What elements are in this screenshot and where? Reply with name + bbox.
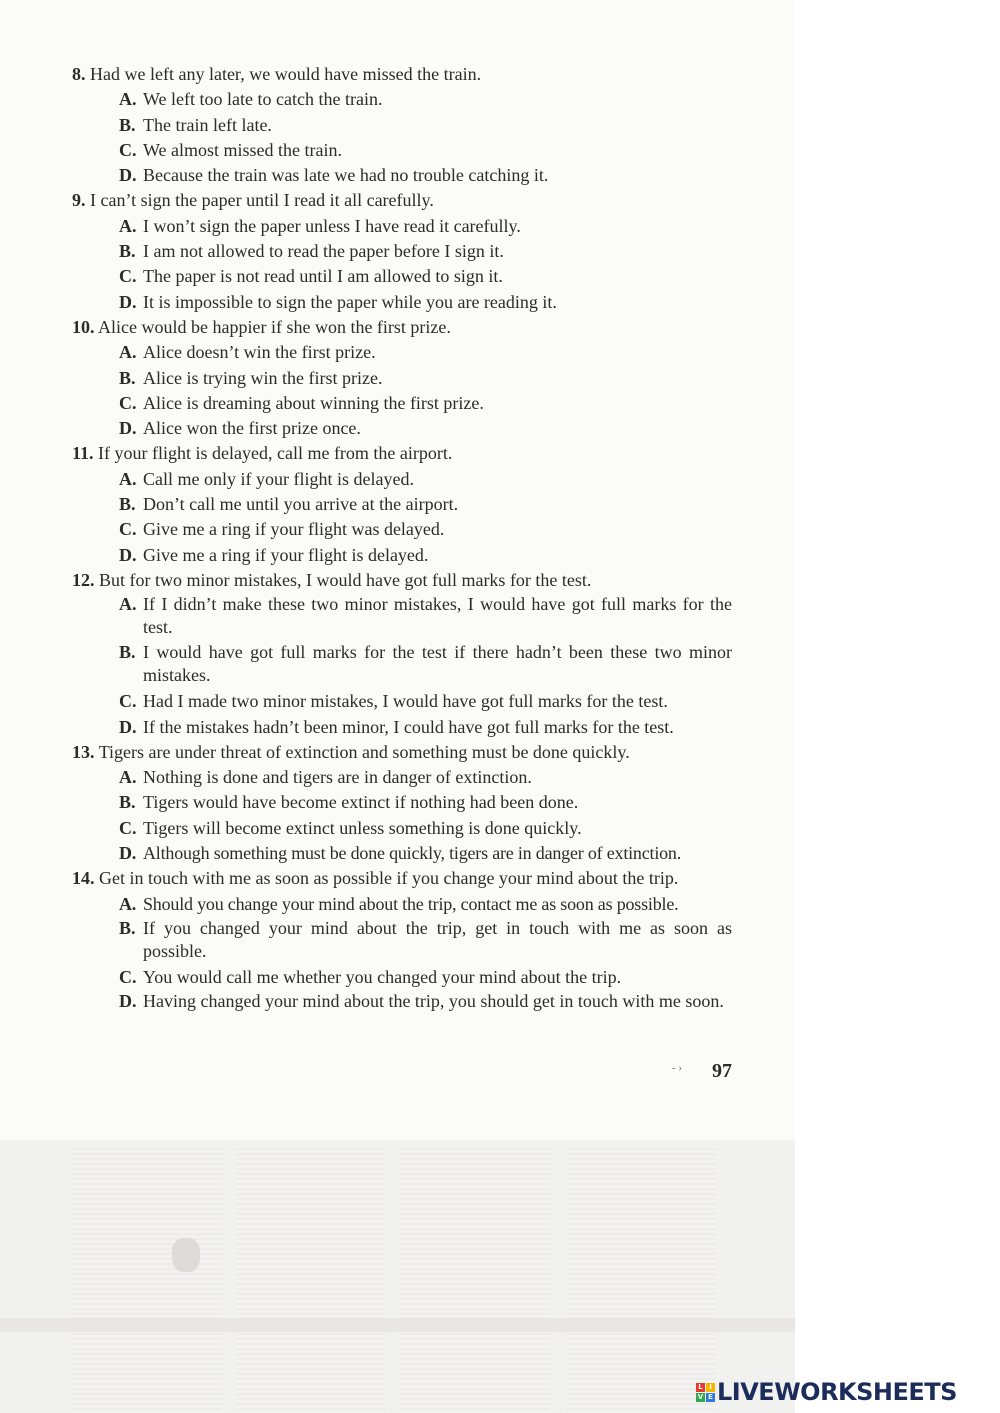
option-c[interactable]: [72, 391, 732, 416]
option-letter: A.: [119, 767, 137, 788]
option-letter: B.: [119, 917, 136, 938]
option-text: I would have got full marks for the test if there hadn’t been these two minor mistakes.: [143, 642, 732, 686]
question-number: 9.: [72, 190, 86, 211]
option-text: Call me only if your flight is delayed.: [143, 468, 414, 489]
option-text: Give me a ring if your flight is delayed.: [143, 544, 429, 565]
question-stem: [72, 188, 732, 213]
option-a[interactable]: [72, 467, 732, 492]
option-c[interactable]: [72, 264, 732, 289]
question-number: 10.: [72, 316, 95, 337]
scan-artifact-column: [72, 1145, 222, 1410]
option-letter: D.: [119, 843, 137, 864]
option-letter: B.: [119, 114, 136, 135]
scan-artifact-column: [400, 1145, 550, 1410]
option-c[interactable]: [72, 138, 732, 163]
option-text: If you changed your mind about the trip, get in touch with me as soon as possible.: [143, 917, 732, 961]
option-b[interactable]: [72, 239, 732, 264]
option-text: Alice is trying win the first prize.: [143, 367, 383, 388]
question-12: [72, 568, 732, 740]
scan-mark: - ›: [672, 1062, 683, 1074]
option-letter: D.: [119, 544, 137, 565]
option-text: The train left late.: [143, 114, 272, 135]
option-text: Tigers will become extinct unless something is done quickly.: [143, 817, 582, 838]
option-b[interactable]: [72, 790, 732, 815]
option-text: It is impossible to sign the paper while you are reading it.: [143, 291, 557, 312]
option-letter: C.: [119, 266, 137, 287]
option-letter: C.: [119, 392, 137, 413]
option-c[interactable]: [72, 517, 732, 542]
option-letter: D.: [119, 291, 137, 312]
question-number: 8.: [72, 64, 86, 84]
question-stem: [72, 568, 732, 593]
option-letter: A.: [119, 342, 137, 363]
option-c[interactable]: [72, 689, 732, 714]
option-text: Had I made two minor mistakes, I would have got full marks for the test.: [143, 691, 668, 712]
option-letter: B.: [119, 494, 136, 515]
option-d[interactable]: [72, 416, 732, 441]
logo-letter-e: E: [706, 1393, 715, 1402]
question-number: 11.: [72, 443, 94, 464]
question-14: [72, 866, 732, 1015]
question-text: I can’t sign the paper until I read it all carefully.: [90, 190, 434, 211]
option-text: We left too late to catch the train.: [143, 89, 383, 110]
logo-letter-v: V: [697, 1392, 704, 1401]
question-text: If your flight is delayed, call me from the airport.: [98, 443, 453, 464]
question-text: Tigers are under threat of extinction and something must be done quickly.: [98, 741, 630, 762]
question-text: Had we left any later, we would have missed the train.: [90, 64, 482, 84]
question-8: [72, 62, 732, 188]
scan-smudge: [172, 1238, 200, 1272]
option-d[interactable]: [72, 990, 732, 1015]
option-text: Nothing is done and tigers are in danger of extinction.: [143, 767, 532, 788]
option-text: Alice doesn’t win the first prize.: [143, 342, 376, 363]
option-text: Alice won the first prize once.: [143, 418, 361, 439]
option-a[interactable]: [72, 765, 732, 790]
option-d[interactable]: [72, 841, 732, 866]
option-a[interactable]: [72, 214, 732, 239]
option-b[interactable]: [72, 113, 732, 138]
option-text: The paper is not read until I am allowed to sign it.: [143, 266, 503, 287]
liveworksheets-logo-icon: [696, 1383, 715, 1402]
option-b[interactable]: [72, 641, 732, 689]
question-number: 12.: [72, 569, 95, 590]
option-text: If I didn’t make these two minor mistakes, I would have got full marks for the test.: [143, 594, 732, 638]
option-letter: B.: [119, 642, 136, 663]
logo-letter-i: I: [706, 1383, 715, 1392]
option-text: We almost missed the train.: [143, 139, 343, 160]
option-letter: A.: [119, 89, 137, 110]
question-text: Get in touch with me as soon as possible if you change your mind about the trip.: [99, 868, 679, 889]
logo-letter-l: L: [696, 1383, 705, 1392]
option-letter: A.: [119, 594, 137, 615]
question-number: 13.: [72, 741, 95, 762]
question-stem: [72, 315, 732, 340]
question-stem: [72, 62, 732, 87]
option-b[interactable]: [72, 917, 732, 965]
option-letter: C.: [119, 691, 137, 712]
option-letter: D.: [119, 418, 137, 439]
option-letter: B.: [119, 792, 136, 813]
option-letter: C.: [119, 519, 137, 540]
option-letter: C.: [119, 966, 137, 987]
option-text: Alice is dreaming about winning the first prize.: [143, 392, 484, 413]
option-d[interactable]: [72, 163, 732, 188]
option-b[interactable]: [72, 492, 732, 517]
liveworksheets-brand[interactable]: [696, 1379, 957, 1405]
option-letter: A.: [119, 468, 137, 489]
option-d[interactable]: [72, 715, 732, 740]
option-text: Tigers would have become extinct if nothing had been done.: [143, 792, 579, 813]
question-text: But for two minor mistakes, I would have got full marks for the test.: [99, 569, 592, 590]
page-number: 97: [712, 1060, 732, 1082]
brand-name: LIVEWORKSHEETS: [717, 1378, 957, 1406]
option-text: I won’t sign the paper unless I have read it carefully.: [143, 215, 521, 236]
option-letter: C.: [119, 817, 137, 838]
option-a[interactable]: [72, 340, 732, 365]
option-text: If the mistakes hadn’t been minor, I could have got full marks for the test.: [143, 716, 674, 737]
option-text: I am not allowed to read the paper before I sign it.: [143, 241, 504, 262]
question-13: [72, 740, 732, 866]
scan-artifact-band: [0, 1318, 795, 1332]
option-text: Because the train was late we had no trouble catching it.: [143, 165, 549, 186]
option-text: Should you change your mind about the trip, contact me as soon as possible.: [143, 893, 679, 914]
option-a[interactable]: [72, 892, 732, 917]
option-a[interactable]: [72, 87, 732, 112]
option-text: Give me a ring if your flight was delayed.: [143, 519, 445, 540]
option-a[interactable]: [72, 593, 732, 641]
option-letter: A.: [119, 893, 137, 914]
option-letter: C.: [119, 139, 137, 160]
question-10: [72, 315, 732, 441]
question-11: [72, 441, 732, 567]
option-c[interactable]: [72, 965, 732, 990]
question-9: [72, 188, 732, 314]
option-letter: B.: [119, 241, 136, 262]
option-letter: D.: [119, 165, 137, 186]
option-letter: D.: [119, 991, 137, 1012]
question-stem: [72, 441, 732, 466]
question-number: 14.: [72, 868, 95, 889]
option-d[interactable]: [72, 543, 732, 568]
scan-artifact-column: [236, 1145, 386, 1410]
question-stem: [72, 740, 732, 765]
option-b[interactable]: [72, 366, 732, 391]
option-c[interactable]: [72, 816, 732, 841]
option-letter: D.: [119, 716, 137, 737]
option-letter: B.: [119, 367, 136, 388]
option-letter: A.: [119, 215, 137, 236]
option-text: Having changed your mind about the trip, you should get in touch with me soon.: [143, 991, 724, 1012]
option-text: Although something must be done quickly, tigers are in danger of extinction.: [143, 843, 682, 864]
option-d[interactable]: [72, 290, 732, 315]
question-text: Alice would be happier if she won the first prize.: [98, 316, 451, 337]
exercise-list: [72, 62, 732, 1015]
scan-artifact-column: [566, 1145, 716, 1410]
option-text: Don’t call me until you arrive at the airport.: [143, 494, 459, 515]
question-stem: [72, 866, 732, 891]
option-text: You would call me whether you changed your mind about the trip.: [143, 966, 622, 987]
